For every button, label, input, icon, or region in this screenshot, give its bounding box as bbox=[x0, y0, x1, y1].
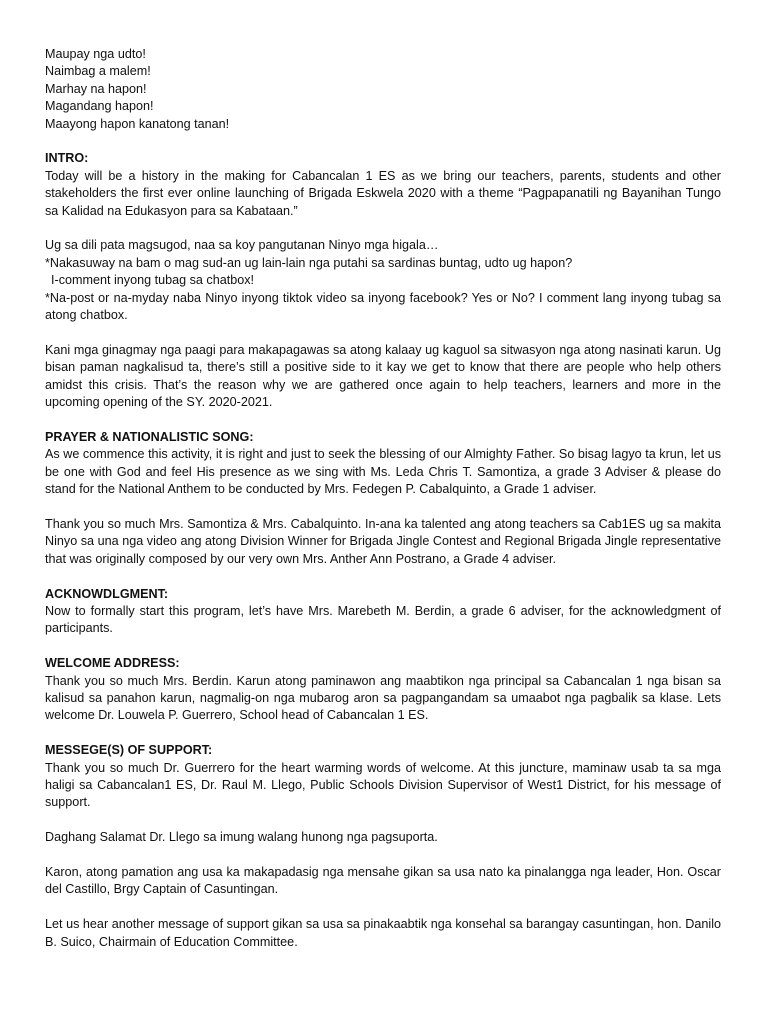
greeting-line: Maupay nga udto! bbox=[45, 47, 146, 61]
support-paragraph-3: Karon, atong pamation ang usa ka makapadasig nga mensahe gikan sa usa nato ka pinalangga nga leader, Hon. Oscar del Castillo, Brgy Captain of Casuntingan. bbox=[45, 864, 721, 897]
question-intro: Ug sa dili pata magsugod, naa sa koy pangutanan Ninyo mga higala… bbox=[45, 238, 439, 253]
intro-heading: INTRO: bbox=[45, 151, 89, 166]
question-1-note: I-comment inyong tubag sa chatbox! bbox=[51, 273, 255, 288]
question-2: *Na-post or na-myday naba Ninyo inyong tiktok video sa inyong facebook? Yes or No? I comment lang inyong tubag sa atong chatbox. bbox=[45, 290, 721, 323]
prayer-heading: PRAYER & NATIONALISTIC SONG: bbox=[45, 429, 254, 444]
greeting-line: Naimbag a malem! bbox=[45, 64, 151, 79]
questions-block bbox=[45, 237, 721, 324]
intro-paragraph: Today will be a history in the making for Cabancalan 1 ES as we bring our teachers, parents, students and other stakeholders the first ever online launching of Brigada Eskwela 2020 with a theme “Pagpapanatili ng Bayanihan Tungo sa Kalidad na Edukasyon para sa Kabataan.” bbox=[45, 168, 721, 218]
support-heading: MESSEGE(S) OF SUPPORT: bbox=[45, 743, 213, 758]
acknowledgment-paragraph: Now to formally start this program, let’s have Mrs. Marebeth M. Berdin, a grade 6 adviser, for the acknowledgment of participants. bbox=[45, 603, 721, 636]
question-1: *Nakasuway na bam o mag sud-an ug lain-lain nga putahi sa sardinas buntag, udto ug hapon? bbox=[45, 255, 573, 270]
intro-paragraph-2: Kani mga ginagmay nga paagi para makapagawas sa atong kalaay ug kaguol sa sitwasyon nga atong nasinati karun. Ug bisan paman nagkalisud ta, there’s still a positive side to it kay we get to know that there are people who help others amidst this crisis. That’s the reason why we are gathered once again to help teachers, learners and more in the upcoming opening of the SY. 2020-2021. bbox=[45, 342, 721, 410]
greeting-line: Marhay na hapon! bbox=[45, 81, 147, 96]
document-page bbox=[45, 46, 721, 968]
support-paragraph-4: Let us hear another message of support gikan sa usa sa pinakaabtik nga konsehal sa barangay casuntingan, hon. Danilo B. Suico, Chairmain of Education Committee. bbox=[45, 917, 721, 949]
greeting-line: Maayong hapon kanatong tanan! bbox=[45, 116, 230, 131]
greeting-line: Magandang hapon! bbox=[45, 99, 154, 114]
prayer-paragraph-2: Thank you so much Mrs. Samontiza & Mrs. Cabalquinto. In-ana ka talented ang atong teachers sa Cab1ES ug sa makita Ninyo sa una nga video ang atong Division Winner for Brigada Jingle Contest and Regional Brigada Jingle representative that was originally composed by our very own Mrs. Anther Ann Postrano, a Grade 4 adviser. bbox=[45, 516, 721, 566]
acknowledgment-heading: ACKNOWDLGMENT: bbox=[45, 586, 169, 601]
welcome-paragraph: Thank you so much Mrs. Berdin. Karun atong paminawon ang maabtikon nga principal sa Cabancalan 1 nga bisan sa kalisud sa panahon karun, nagmalig-on nga mubarog aron sa pagpangandam sa umaabot nga pagbalik sa klase. Lets welcome Dr. Louwela P. Guerrero, School head of Cabancalan 1 ES. bbox=[45, 673, 721, 723]
support-paragraph: Thank you so much Dr. Guerrero for the heart warming words of welcome. At this juncture, maminaw usab ta sa mga haligi sa Cabancalan1 ES, Dr. Raul M. Llego, Public Schools Division Supervisor of West1 District, for his message of support. bbox=[45, 760, 721, 810]
prayer-paragraph: As we commence this activity, it is right and just to seek the blessing of our Almighty Father. So bisag lagyo ta krun, let us be one with God and feel His presence as we sing with Ms. Leda Chris T. Samontiza, a grade 3 Adviser & please do stand for the National Anthem to be conducted by Mrs. Fedegen P. Cabalquinto, a Grade 1 adviser. bbox=[45, 447, 721, 497]
greetings-block bbox=[45, 46, 721, 133]
welcome-heading: WELCOME ADDRESS: bbox=[45, 656, 180, 671]
support-paragraph-2: Daghang Salamat Dr. Llego sa imung walang hunong nga pagsuporta. bbox=[45, 830, 438, 845]
